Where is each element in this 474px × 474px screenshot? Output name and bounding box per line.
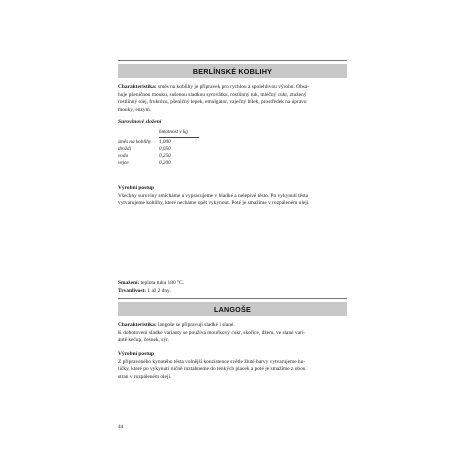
top-rule (118, 60, 347, 61)
shelf-life-value: 1 až 2 dny. (146, 287, 171, 294)
ingredient-weight: 1,000 (159, 138, 171, 145)
procedure-line: ličky, které po vykynutí ručně roztáhneme do tenkých placek a poté je smažíme z obou (118, 366, 306, 373)
characteristic-line: mouky, enzym. (118, 106, 152, 113)
characteristic-line: antě kečup, česnek, sýr. (118, 337, 169, 344)
frying-shelf-info (118, 280, 347, 295)
ingredient-weight: 0,200 (159, 159, 171, 166)
table-row (118, 139, 218, 146)
ingredient-name: droždí (118, 145, 132, 152)
procedure-heading: Výrobní postup (118, 185, 155, 191)
ingredient-weight: 0,250 (159, 152, 171, 159)
section-title-langose: LANGOŠE (118, 302, 347, 316)
section-rule (118, 298, 347, 299)
table-row (118, 153, 218, 160)
ingredients-table (118, 129, 218, 167)
characteristic-line: rostlinný olej, fruktózu, pšeničný lepek, emulgátor, vaječný bílek, prostředek na úpravu (118, 99, 307, 106)
characteristic-line: huje pšeničnou mouku, sušenou sladkou syrovátku, rostlinný tuk, mléčný cukr, ztužený (118, 91, 307, 98)
ingredient-name: směs na koblihy (118, 138, 152, 145)
characteristic-line: K dohotovení sladké varianty se používá moučkový cukr, skořice, džem, ve slané vari- (118, 329, 306, 336)
characteristic-line: langoše se připravují sladké i slané. (156, 322, 235, 328)
procedure-section (118, 185, 347, 208)
section-title-berlinske-koblihy: BERLÍNSKÉ KOBLIHY (118, 64, 347, 78)
raw-materials-heading: Surovinové složení (118, 119, 162, 125)
table-row (118, 146, 218, 153)
frying-label: Smažení: (118, 280, 140, 286)
ingredient-weight: 0,050 (159, 145, 171, 152)
characteristic-label: Charakteristika: (118, 322, 157, 328)
procedure-line: Z připraveného kynutého těsta volnější konzistence světle žluté barvy vytvarujeme hu- (118, 358, 306, 365)
characteristic-paragraph (118, 84, 347, 114)
procedure-line: stran v rozpáleném oleji. (118, 373, 172, 380)
characteristic-line: směs na koblihy je přípravek pro rychlou a spolehlivou výrobu. Obsa- (156, 84, 310, 90)
ingredient-name: vejce (118, 159, 129, 166)
table-header: hmotnost v kg (159, 129, 188, 135)
table-rule (159, 137, 199, 138)
page-number: 44 (118, 424, 124, 430)
shelf-life-label: Trvanlivost: (118, 287, 147, 294)
table-row (118, 160, 218, 167)
characteristic-paragraph (118, 322, 347, 345)
ingredient-name: voda (118, 152, 129, 159)
procedure-section (118, 351, 347, 381)
characteristic-label: Charakteristika: (118, 84, 157, 90)
procedure-line: Všechny suroviny smícháme a vypracujeme v hladké a nelepivé těsto. Po vykynutí těsta (118, 192, 308, 199)
procedure-heading: Výrobní postup (118, 351, 155, 357)
procedure-line: vytvarujeme koblihy, které necháme opět vykynout. Poté je smažíme v rozpáleném oleji. (118, 200, 310, 207)
frying-value: teplota tuku 180 °C. (139, 280, 185, 286)
